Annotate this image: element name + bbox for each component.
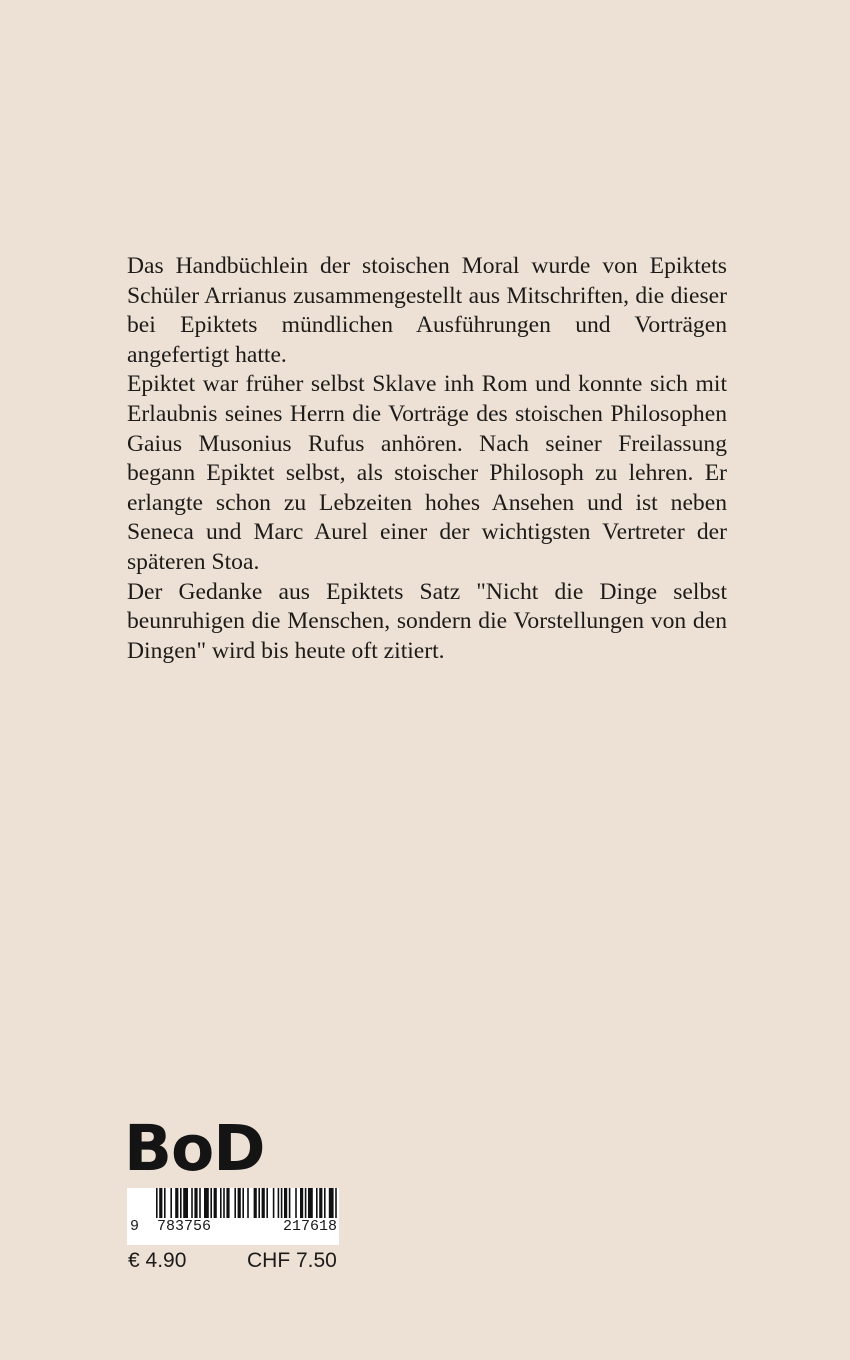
barcode-bar — [258, 1188, 260, 1218]
barcode-bar — [266, 1188, 268, 1218]
barcode-bar — [199, 1188, 201, 1218]
publisher-logo: BoD — [124, 1112, 265, 1185]
barcode-bar — [191, 1188, 193, 1218]
barcode-bar — [329, 1188, 334, 1218]
barcode-bar — [210, 1188, 212, 1218]
barcode-bar — [281, 1188, 283, 1218]
price-euro: € 4.90 — [128, 1249, 187, 1272]
barcode-bar — [316, 1188, 318, 1218]
barcode-bar — [159, 1188, 162, 1218]
barcode-bar — [234, 1188, 236, 1218]
barcode-bar — [194, 1188, 197, 1218]
blurb-paragraph: Epiktet war früher selbst Sklave inh Rom und konnte sich mit Erlaubnis seines Herrn die Vorträge des stoischen Philosophen Gaius Musonius Rufus anhören. Nach seiner Freilassung begann Epiktet selbst, als stoischer Philosoph zu lehren. Er erlangte schon zu Lebzeiten hohes Ansehen und ist neben Seneca und Marc Aurel einer der wichtigsten Vertreter der späteren Stoa. — [127, 371, 727, 575]
barcode-bar — [220, 1188, 222, 1218]
barcode-bar — [295, 1188, 297, 1218]
barcode-bar — [335, 1188, 337, 1218]
barcode-bar — [223, 1188, 225, 1218]
barcode-bar — [238, 1188, 241, 1218]
price-chf: CHF 7.50 — [247, 1249, 337, 1272]
barcode-bars — [156, 1188, 338, 1218]
blurb-paragraph: Der Gedanke aus Epiktets Satz "Nicht die Dinge selbst beunruhigen die Menschen, sondern die Vorstellungen von den Dingen" wird bis heute oft zitiert. — [127, 578, 727, 664]
barcode-bar — [308, 1188, 313, 1218]
barcode-bar — [319, 1188, 322, 1218]
barcode-bar — [247, 1188, 249, 1218]
barcode-bar — [262, 1188, 265, 1218]
barcode-bar — [183, 1188, 188, 1218]
isbn-number — [157, 1218, 337, 1236]
barcode-bar — [284, 1188, 287, 1218]
barcode-bar — [324, 1188, 326, 1218]
barcode-bar — [254, 1188, 257, 1218]
barcode-bar — [226, 1188, 229, 1218]
blurb-paragraph: Das Handbüchlein der stoischen Moral wurde von Epiktets Schüler Arrianus zusammengestellt aus Mitschriften, die dieser bei Epiktets mündlichen Ausführungen und Vorträgen angefertigt hatte. — [127, 253, 727, 368]
barcode-bar — [273, 1188, 275, 1218]
barcode-bar — [289, 1188, 291, 1218]
barcode-bar — [278, 1188, 280, 1218]
barcode-bar — [204, 1188, 209, 1218]
barcode-bar — [164, 1188, 166, 1218]
isbn-right-group: 217618 — [282, 1218, 337, 1235]
isbn-barcode — [127, 1188, 339, 1245]
barcode-bar — [242, 1188, 244, 1218]
isbn-left-group: 783756 — [157, 1218, 212, 1235]
barcode-bar — [214, 1188, 217, 1218]
blurb-text — [127, 252, 727, 666]
isbn-prefix: 9 — [130, 1218, 140, 1235]
barcode-bar — [180, 1188, 182, 1218]
barcode-bar — [300, 1188, 303, 1218]
barcode-bar — [156, 1188, 158, 1218]
barcode-bar — [305, 1188, 307, 1218]
barcode-bar — [175, 1188, 178, 1218]
barcode-bar — [170, 1188, 172, 1218]
